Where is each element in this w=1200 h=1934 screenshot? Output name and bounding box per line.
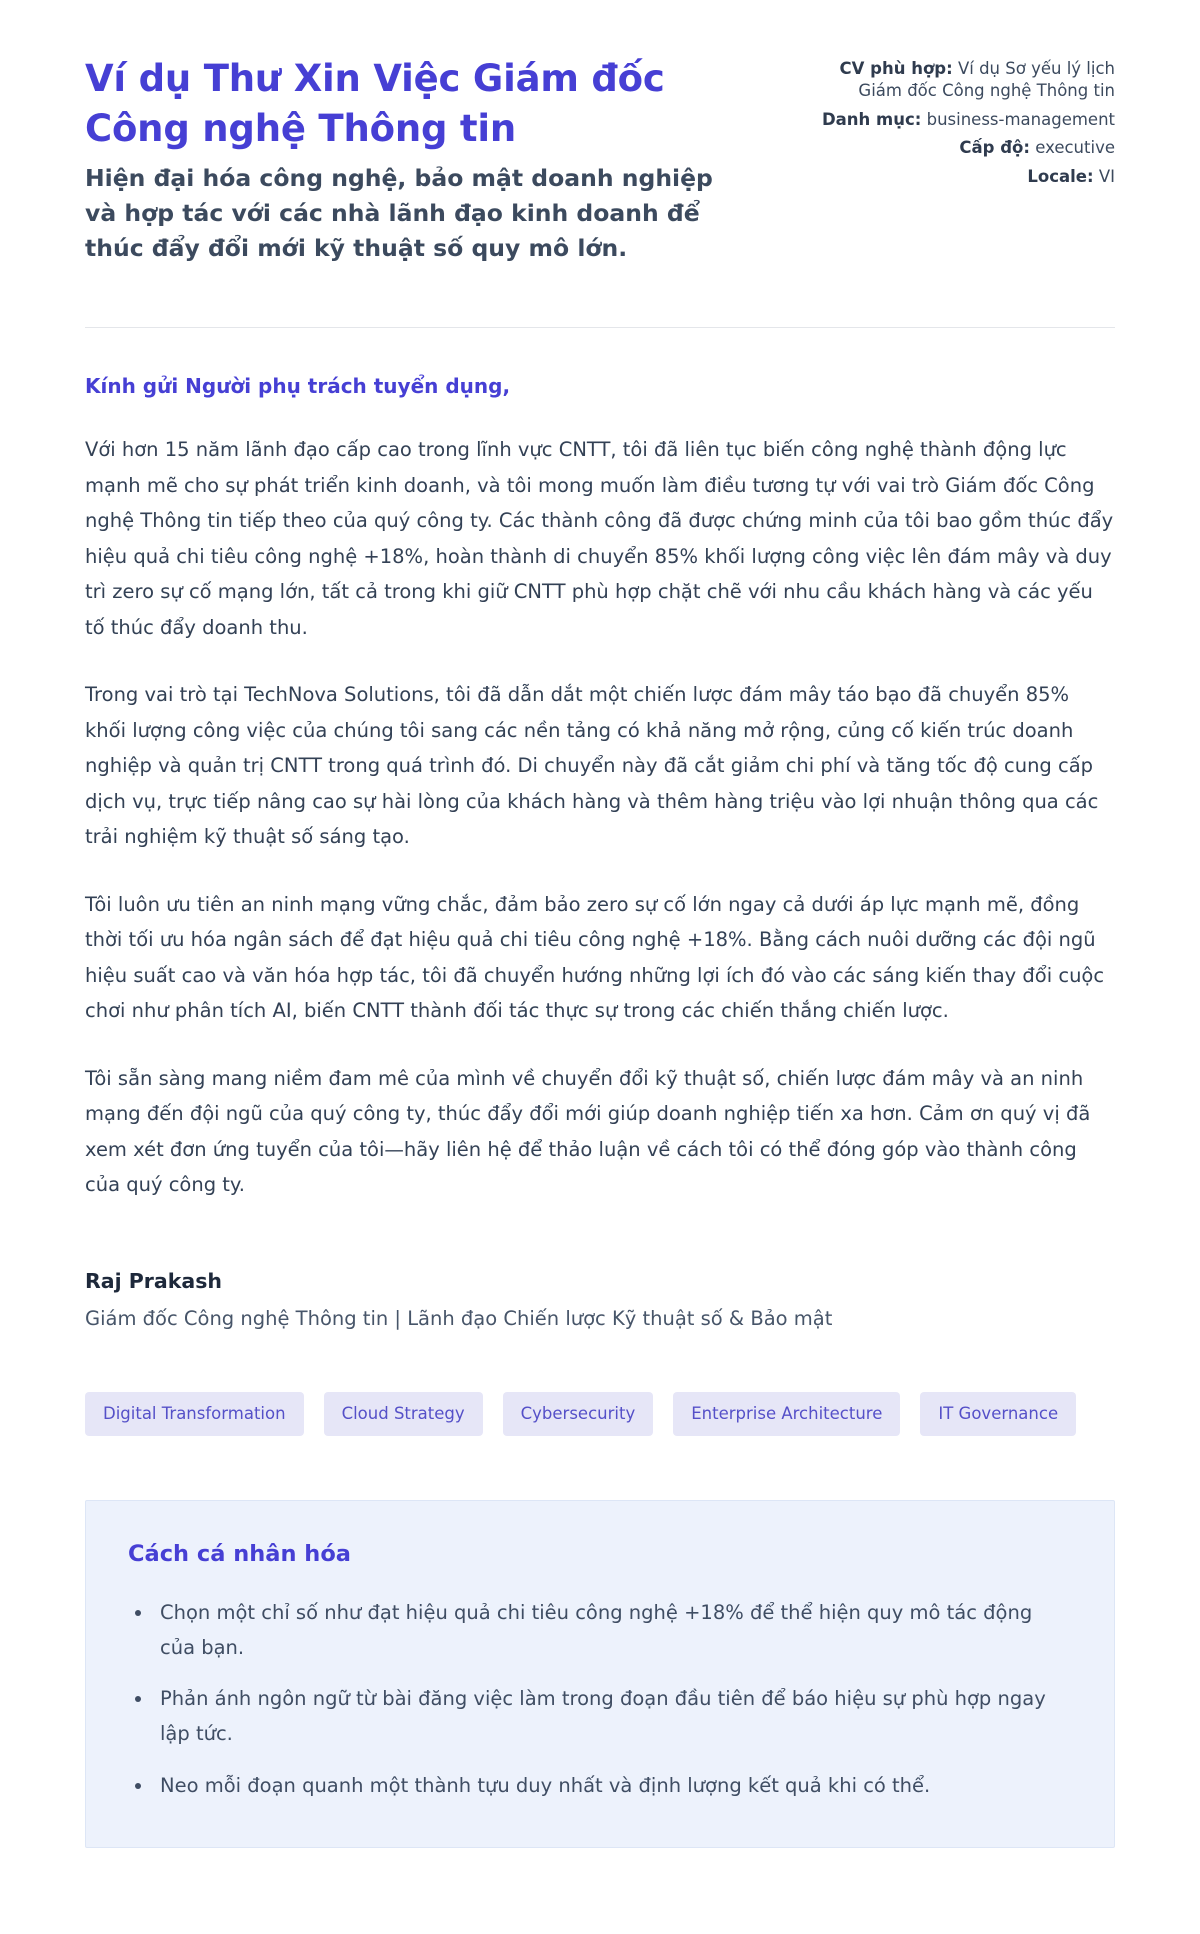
letter-greeting: Kính gửi Người phụ trách tuyển dụng, xyxy=(85,374,511,399)
tips-list xyxy=(128,1595,1072,1802)
page-title: Ví dụ Thư Xin Việc Giám đốc Công nghệ Thông tin xyxy=(85,57,665,150)
meta-value: executive xyxy=(1035,138,1115,158)
tag-digital-transformation: Digital Transformation xyxy=(85,1392,304,1437)
header-title-block xyxy=(85,54,725,265)
meta-value: Ví dụ Sơ yếu lý lịch Giám đốc Công nghệ Thông tin xyxy=(858,59,1115,100)
skill-tags xyxy=(85,1392,1115,1437)
meta-category xyxy=(815,109,1115,131)
meta-label: CV phù hợp: xyxy=(839,59,953,78)
tip-item: • Neo mỗi đoạn quanh một thành tựu duy nhất và định lượng kết quả khi có thể. xyxy=(154,1768,1072,1803)
meta-matching-resume xyxy=(815,58,1115,102)
meta-label: Locale: xyxy=(1027,167,1094,187)
page-subtitle: Hiện đại hóa công nghệ, bảo mật doanh nghiệp và hợp tác với các nhà lãnh đạo kinh doanh để thúc đẩy đổi mới kỹ thuật số quy mô lớn. xyxy=(85,164,713,262)
tag-enterprise-architecture: Enterprise Architecture xyxy=(673,1392,900,1437)
signature-name: Raj Prakash xyxy=(85,1268,223,1293)
letter-paragraph: Tôi luôn ưu tiên an ninh mạng vững chắc, đảm bảo zero sự cố lớn ngay cả dưới áp lực mạnh mẽ, đồng thời tối ưu hóa ngân sách để đạt hiệu quả chi tiêu công nghệ +18%. Bằng cách nuôi dưỡng các đội ngũ hiệu suất cao và văn hóa hợp tác, tôi đã chuyển hướng những lợi ích đó vào các sáng kiến thay đổi cuộc chơi như phân tích AI, biến CNTT thành đối tác thực sự trong các chiến thắng chiến lược. xyxy=(85,892,1105,1023)
signature-block xyxy=(85,1269,1115,1330)
meta-locale xyxy=(815,166,1115,188)
tag-cloud-strategy: Cloud Strategy xyxy=(324,1392,483,1437)
letter-paragraph: Trong vai trò tại TechNova Solutions, tôi đã dẫn dắt một chiến lược đám mây táo bạo đã chuyển 85% khối lượng công việc của chúng tôi sang các nền tảng có khả năng mở rộng, củng cố kiến trúc doanh nghiệp và quản trị CNTT trong quá trình đó. Di chuyển này đã cắt giảm chi phí và tăng tốc độ cung cấp dịch vụ, trực tiếp nâng cao sự hài lòng của khách hàng và thêm hàng triệu vào lợi nhuận thông qua các trải nghiệm kỹ thuật số sáng tạo. xyxy=(85,683,1099,849)
signature-title: Giám đốc Công nghệ Thông tin | Lãnh đạo Chiến lược Kỹ thuật số & Bảo mật xyxy=(85,1306,833,1330)
meta-value: business-management xyxy=(926,109,1115,129)
tip-item: • Phản ánh ngôn ngữ từ bài đăng việc làm trong đoạn đầu tiên để báo hiệu sự phù hợp ngay lập tức. xyxy=(154,1681,1072,1751)
meta-value: VI xyxy=(1098,167,1115,187)
personalization-tips-box xyxy=(85,1500,1115,1847)
tag-cybersecurity: Cybersecurity xyxy=(503,1392,654,1437)
page-header xyxy=(85,54,1115,265)
meta-level xyxy=(815,137,1115,159)
letter-paragraph: Tôi sẵn sàng mang niềm đam mê của mình về chuyển đổi kỹ thuật số, chiến lược đám mây và an ninh mạng đến đội ngũ của quý công ty, thúc đẩy đổi mới giúp doanh nghiệp tiến xa hơn. Cảm ơn quý vị đã xem xét đơn ứng tuyển của tôi—hãy liên hệ để thảo luận về cách tôi có thể đóng góp vào thành công của quý công ty. xyxy=(85,1066,1091,1197)
header-divider xyxy=(85,327,1115,328)
tip-item: • Chọn một chỉ số như đạt hiệu quả chi tiêu công nghệ +18% để thể hiện quy mô tác động của bạn. xyxy=(154,1595,1072,1665)
letter-paragraph: Với hơn 15 năm lãnh đạo cấp cao trong lĩnh vực CNTT, tôi đã liên tục biến công nghệ thành động lực mạnh mẽ cho sự phát triển kinh doanh, và tôi mong muốn làm điều tương tự với vai trò Giám đốc Công nghệ Thông tin tiếp theo của quý công ty. Các thành công đã được chứng minh của tôi bao gồm thúc đẩy hiệu quả chi tiêu công nghệ +18%, hoàn thành di chuyển 85% khối lượng công việc lên đám mây và duy trì zero sự cố mạng lớn, tất cả trong khi giữ CNTT phù hợp chặt chẽ với nhu cầu khách hàng và các yếu tố thúc đẩy doanh thu. xyxy=(85,438,1114,639)
meta-label: Danh mục: xyxy=(821,109,922,129)
tips-heading: Cách cá nhân hóa xyxy=(128,1541,351,1568)
letter-body xyxy=(85,374,1115,1329)
meta-label: Cấp độ: xyxy=(959,138,1030,158)
document-meta xyxy=(815,54,1115,195)
tag-it-governance: IT Governance xyxy=(920,1392,1076,1437)
